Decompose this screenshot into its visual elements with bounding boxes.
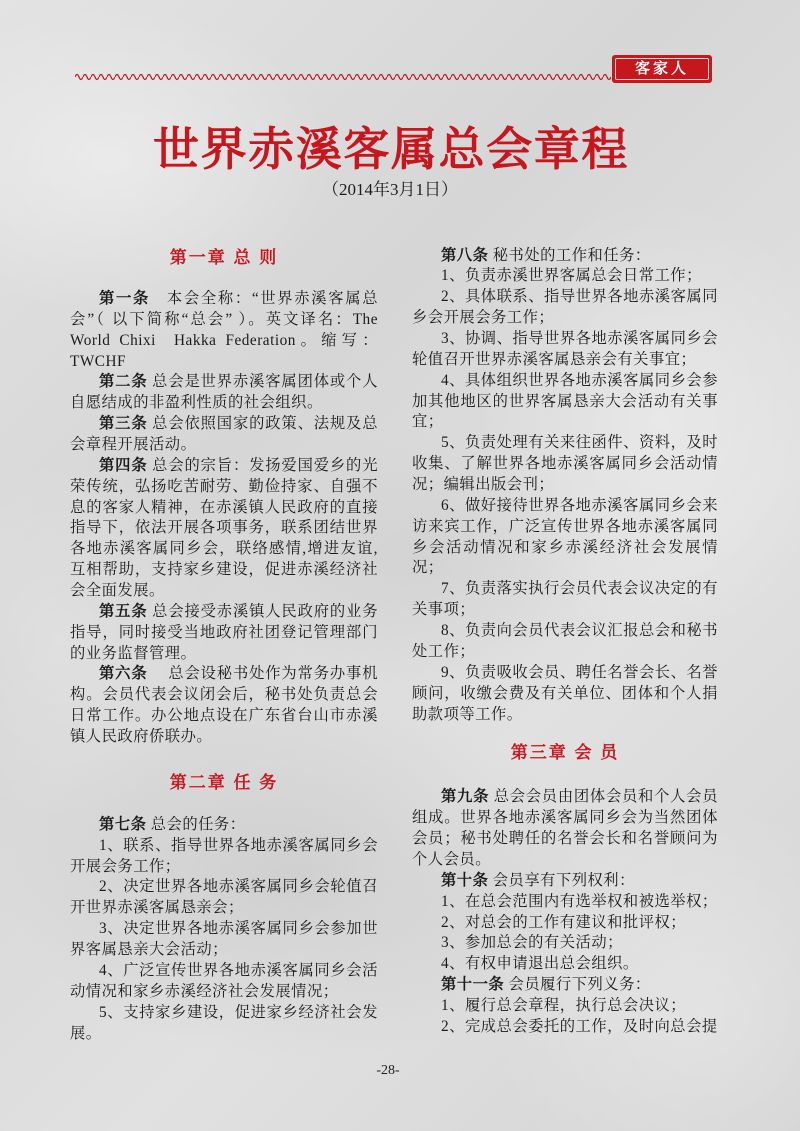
article-text: 总会是世界赤溪客属团体或个人自愿结成的非盈利性质的社会组织。 [70, 373, 378, 412]
right-column [412, 246, 718, 1038]
list-item: 4、具体组织世界各地赤溪客属同乡会参加其他地区的世界客属恳亲大会活动有关事宜； [412, 371, 718, 431]
article-10 [412, 871, 718, 892]
chapter-2-heading: 第二章 任 务 [169, 772, 279, 792]
article-6 [70, 664, 378, 747]
article-label: 第五条 [99, 602, 148, 620]
article-label: 第三条 [99, 415, 148, 433]
list-item: 1、负责赤溪世界客属总会日常工作； [441, 267, 702, 285]
article-text: 秘书处的工作和任务： [488, 246, 651, 264]
list-item: 2、具体联系、指导世界各地赤溪客属同乡会开展会务工作； [412, 288, 718, 327]
list-item: 4、广泛宣传世界各地赤溪客属同乡会活动情况和家乡赤溪经济社会发展情况； [70, 961, 378, 1000]
list-item: 5、负责处理有关来往函件、资料，及时收集、了解世界各地赤溪客属同乡会活动情况；编辑出版会刊； [412, 434, 718, 494]
section-badge [612, 55, 712, 83]
list-item: 3、决定世界各地赤溪客属同乡会参加世界客属恳亲大会活动； [70, 920, 378, 959]
list-item: 1、履行总会章程，执行总会决议； [441, 996, 687, 1014]
article-3 [70, 414, 378, 456]
list-item: 2、完成总会委托的工作，及时向总会提 [441, 1017, 718, 1035]
article-text: 总会的宗旨：发扬爱国爱乡的光荣传统，弘扬吃苦耐劳、勤俭持家、自强不息的客家人精神，在赤溪镇人民政府的直接指导下，依法开展各项事务，联系团结世界各地赤溪客属同乡会，联络感情,增进友谊,互相帮助，支持家乡建设，促进赤溪经济社会全面发展。 [70, 456, 378, 600]
article-label: 第十条 [441, 871, 489, 889]
chapter-3-heading: 第三章 会 员 [510, 743, 620, 763]
list-item: 8、负责向会员代表会议汇报总会和秘书处工作； [412, 622, 718, 660]
article-text: 总会的任务： [146, 815, 246, 833]
article-7 [70, 815, 378, 836]
article-label: 第二条 [99, 373, 148, 391]
header-wave-ornament [75, 71, 611, 83]
list-item: 6、做好接待世界各地赤溪客属同乡会来访来宾工作，广泛宣传世界各地赤溪客属同乡会活动情况和家乡赤溪经济社会发展情况； [412, 496, 718, 577]
list-item: 3、协调、指导世界各地赤溪客属同乡会轮值召开世界赤溪客属恳亲会有关事宜； [412, 330, 718, 368]
article-4 [70, 456, 378, 602]
list-item: 3、参加总会的有关活动； [441, 934, 623, 952]
article-2 [70, 372, 378, 414]
article-label: 第一条 [99, 290, 150, 307]
list-item: 4、有权申请退出总会组织。 [441, 955, 639, 973]
page-number: -28- [376, 1063, 400, 1078]
article-label: 第四条 [99, 456, 148, 474]
document-date: （2014年3月1日） [322, 180, 458, 199]
list-item: 7、负责落实执行会员代表会议决定的有关事项； [412, 580, 718, 619]
list-item: 5、支持家乡建设，促进家乡经济社会发展。 [70, 1003, 378, 1042]
article-1 [70, 289, 383, 372]
article-text: 本会全称：“世界赤溪客属总会”（ 以下简称“总会” ）。英文译名：The World Chixi Hakka Federation。缩写：TWCHF [70, 290, 383, 370]
article-label: 第七条 [99, 815, 147, 833]
section-badge-label: 客家人 [615, 58, 709, 80]
article-label: 第十一条 [441, 976, 505, 994]
article-label: 第九条 [441, 788, 490, 806]
article-9 [412, 787, 718, 870]
list-item: 2、决定世界各地赤溪客属同乡会轮值召开世界赤溪客属恳亲会； [70, 878, 378, 917]
article-text: 总会设秘书处作为常务办事机构。会员代表会议闭会后，秘书处负责总会日常工作。办公地点设在广东省台山市赤溪镇人民政府侨联办。 [70, 665, 378, 746]
article-5 [70, 602, 378, 665]
list-item: 1、在总会范围内有选举权和被选举权； [441, 892, 718, 910]
list-item: 1、联系、指导世界各地赤溪客属同乡会开展会务工作； [70, 836, 378, 875]
article-text: 会员享有下列权利： [488, 871, 635, 889]
article-label: 第六条 [99, 665, 148, 683]
article-8 [412, 246, 718, 267]
article-text: 总会接受赤溪镇人民政府的业务指导，同时接受当地政府社团登记管理部门的业务监督管理。 [70, 602, 378, 662]
list-item: 2、对总会的工作有建议和批评权； [441, 913, 687, 931]
left-column [70, 247, 383, 1044]
article-text: 总会依照国家的政策、法规及总会章程开展活动。 [70, 415, 378, 454]
list-item: 9、负责吸收会员、聘任名誉会长、名誉顾问，收缴会费及有关单位、团体和个人捐助款项等工作。 [412, 663, 718, 723]
article-text: 会员履行下列义务： [504, 976, 651, 994]
document-title: 世界赤溪客属总会章程 [153, 123, 629, 175]
article-11 [412, 975, 718, 996]
chapter-1-heading: 第一章 总 则 [169, 248, 279, 267]
article-label: 第八条 [441, 246, 489, 264]
article-text: 总会会员由团体会员和个人会员组成。世界各地赤溪客属同乡会为当然团体会员；秘书处聘任的名誉会长和名誉顾问为个人会员。 [412, 788, 718, 868]
